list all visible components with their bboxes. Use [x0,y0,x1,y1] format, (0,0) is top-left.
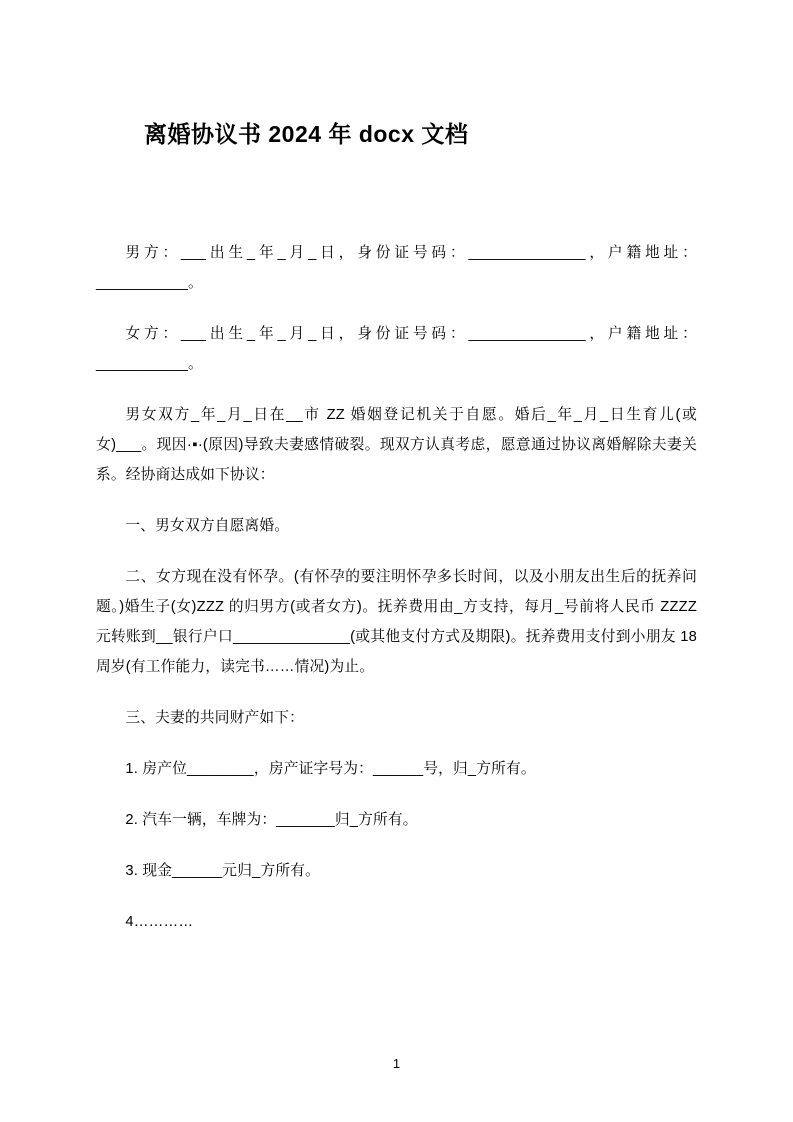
page-title: 离婚协议书 2024 年 docx 文档 [144,121,469,147]
paragraph-marriage-background: 男女双方_年_月_日在__市 ZZ 婚姻登记机关于自愿。婚后_年_月_日生育儿(或女)___。现因·▪·(原因)导致夫妻感情破裂。现双方认真考虑，愿意通过协议离婚解除夫妻关系。经协商达成如下协议： [96,407,697,484]
paragraph-property-item-4: 4………… [125,914,194,931]
paragraph-female-party: 女方：___出生_年_月_日，身份证号码：______________，户籍地址：___________。 [96,326,697,373]
paragraph-clause-two: 二、女方现在没有怀孕。(有怀孕的要注明怀孕多长时间，以及小朋友出生后的抚养问题。)婚生子(女)ZZZ 的归男方(或者女方)。抚养费用由_方支持，每月_号前将人民币 ZZZZ 元转账到__银行户口______________(或其他支付方式及期限)。抚养费用支付到小朋友 18 周岁(有工作能力，读完书……情况)为止。 [96,569,697,676]
paragraph-clause-one: 一、男女双方自愿离婚。 [125,518,290,535]
document-body [96,238,697,937]
paragraph-property-item-1: 1. 房产位________，房产证字号为：______号，归_方所有。 [125,761,536,778]
paragraph-clause-three: 三、夫妻的共同财产如下： [125,710,305,727]
paragraph-property-item-2: 2. 汽车一辆，车牌为：_______归_方所有。 [125,812,418,829]
page-number: 1 [392,1056,401,1071]
paragraph-property-item-3: 3. 现金______元归_方所有。 [125,863,321,880]
paragraph-male-party: 男方：___出生_年_月_日，身份证号码：______________，户籍地址：___________。 [96,245,697,292]
